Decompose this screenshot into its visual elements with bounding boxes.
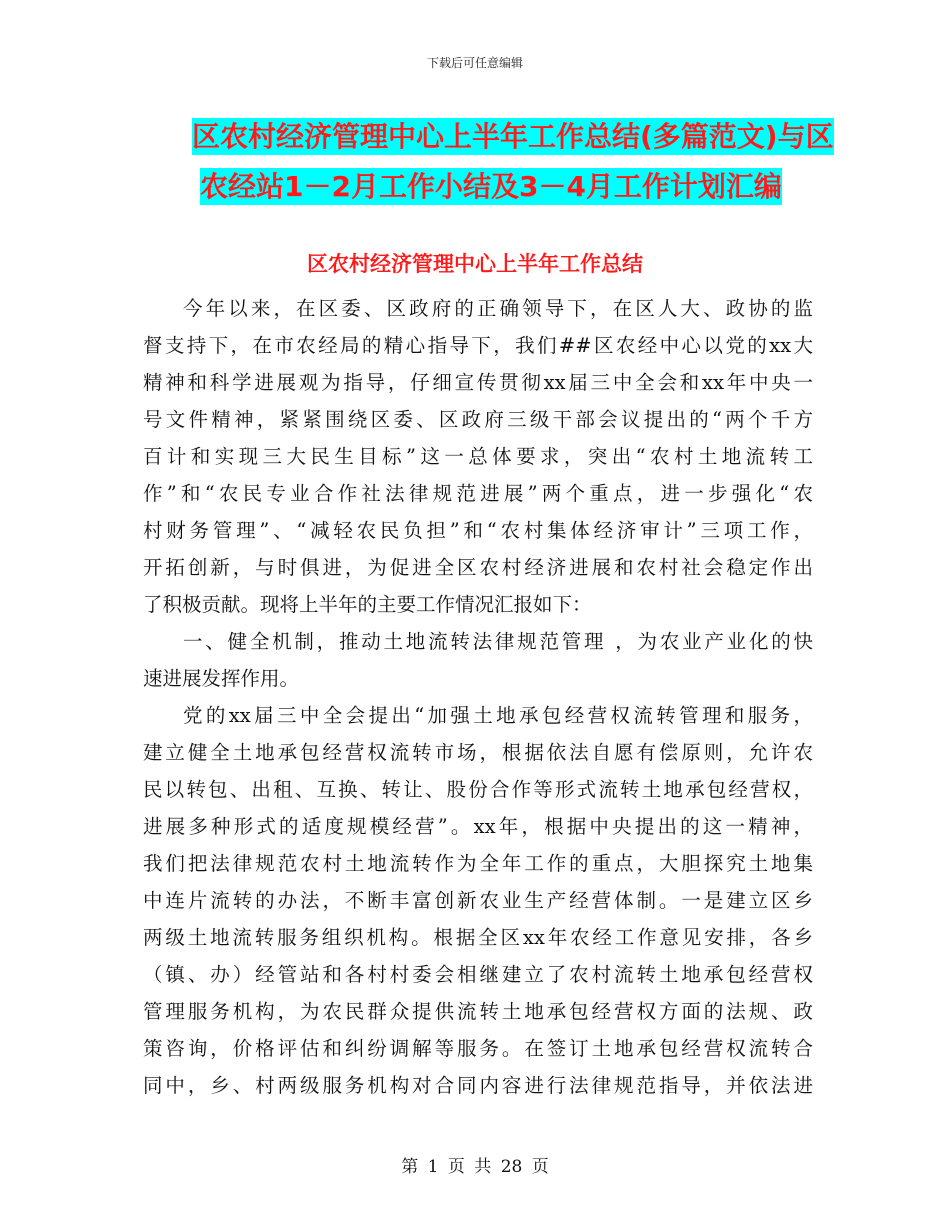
body-line: 村财务管理”、“减轻农民负担”和“农村集体经济审计”三项工作， <box>143 519 813 542</box>
document-body <box>143 290 813 1104</box>
main-title-line-1: 区农村经济管理中心上半年工作总结(多篇范文)与区 <box>192 120 834 153</box>
header-note: 下载后可任意编辑 <box>426 56 523 70</box>
body-line: 督支持下，在市农经局的精心指导下，我们##区农经中心以党的xx大 <box>143 334 813 357</box>
body-line: （镇、办）经管站和各村村委会相继建立了农村流转土地承包经营权 <box>143 963 813 986</box>
body-line: 今年以来，在区委、区政府的正确领导下，在区人大、政协的监 <box>183 297 813 320</box>
body-line: 号文件精神，紧紧围绕区委、区政府三级干部会议提出的“两个千方 <box>143 408 813 431</box>
body-line: 开拓创新，与时俱进，为促进全区农村经济进展和农村社会稳定作出 <box>143 556 813 579</box>
body-line: 两级土地流转服务组织机构。根据全区xx年农经工作意见安排，各乡 <box>143 926 813 949</box>
body-line: 管理服务机构，为农民群众提供流转土地承包经营权方面的法规、政 <box>143 1000 813 1023</box>
body-line: 速进展发挥作用。 <box>143 667 300 690</box>
body-line: 了积极贡献。现将上半年的主要工作情况汇报如下： <box>143 593 592 616</box>
body-line: 策咨询，价格评估和纠纷调解等服务。在签订土地承包经营权流转合 <box>143 1037 813 1060</box>
body-line: 党的xx届三中全会提出“加强土地承包经营权流转管理和服务， <box>183 704 813 727</box>
main-title-line-2: 农经站1－2月工作小结及3－4月工作计划汇编 <box>200 170 782 203</box>
body-line: 我们把法律规范农村土地流转作为全年工作的重点，大胆探究土地集 <box>143 852 813 875</box>
section-title: 区农村经济管理中心上半年工作总结 <box>307 252 643 276</box>
body-line: 百计和实现三大民生目标”这一总体要求，突出“农村土地流转工 <box>143 445 813 468</box>
document-main-title <box>150 112 870 212</box>
body-line: 精神和科学进展观为指导，仔细宣传贯彻xx届三中全会和xx年中央一 <box>143 371 813 394</box>
body-line: 同中，乡、村两级服务机构对合同内容进行法律规范指导，并依法进 <box>143 1074 813 1097</box>
body-line: 进展多种形式的适度规模经营”。xx年，根据中央提出的这一精神， <box>143 815 813 838</box>
body-line: 建立健全土地承包经营权流转市场，根据依法自愿有偿原则，允许农 <box>143 741 813 764</box>
body-line: 一、健全机制，推动土地流转法律规范管理 ，为农业产业化的快 <box>183 630 813 653</box>
body-line: 作”和“农民专业合作社法律规范进展”两个重点，进一步强化“农 <box>143 482 813 505</box>
page-number: 第 1 页 共 28 页 <box>401 1157 549 1177</box>
body-line: 中连片流转的办法，不断丰富创新农业生产经营体制。一是建立区乡 <box>143 889 813 912</box>
body-line: 民以转包、出租、互换、转让、股份合作等形式流转土地承包经营权， <box>143 778 813 801</box>
